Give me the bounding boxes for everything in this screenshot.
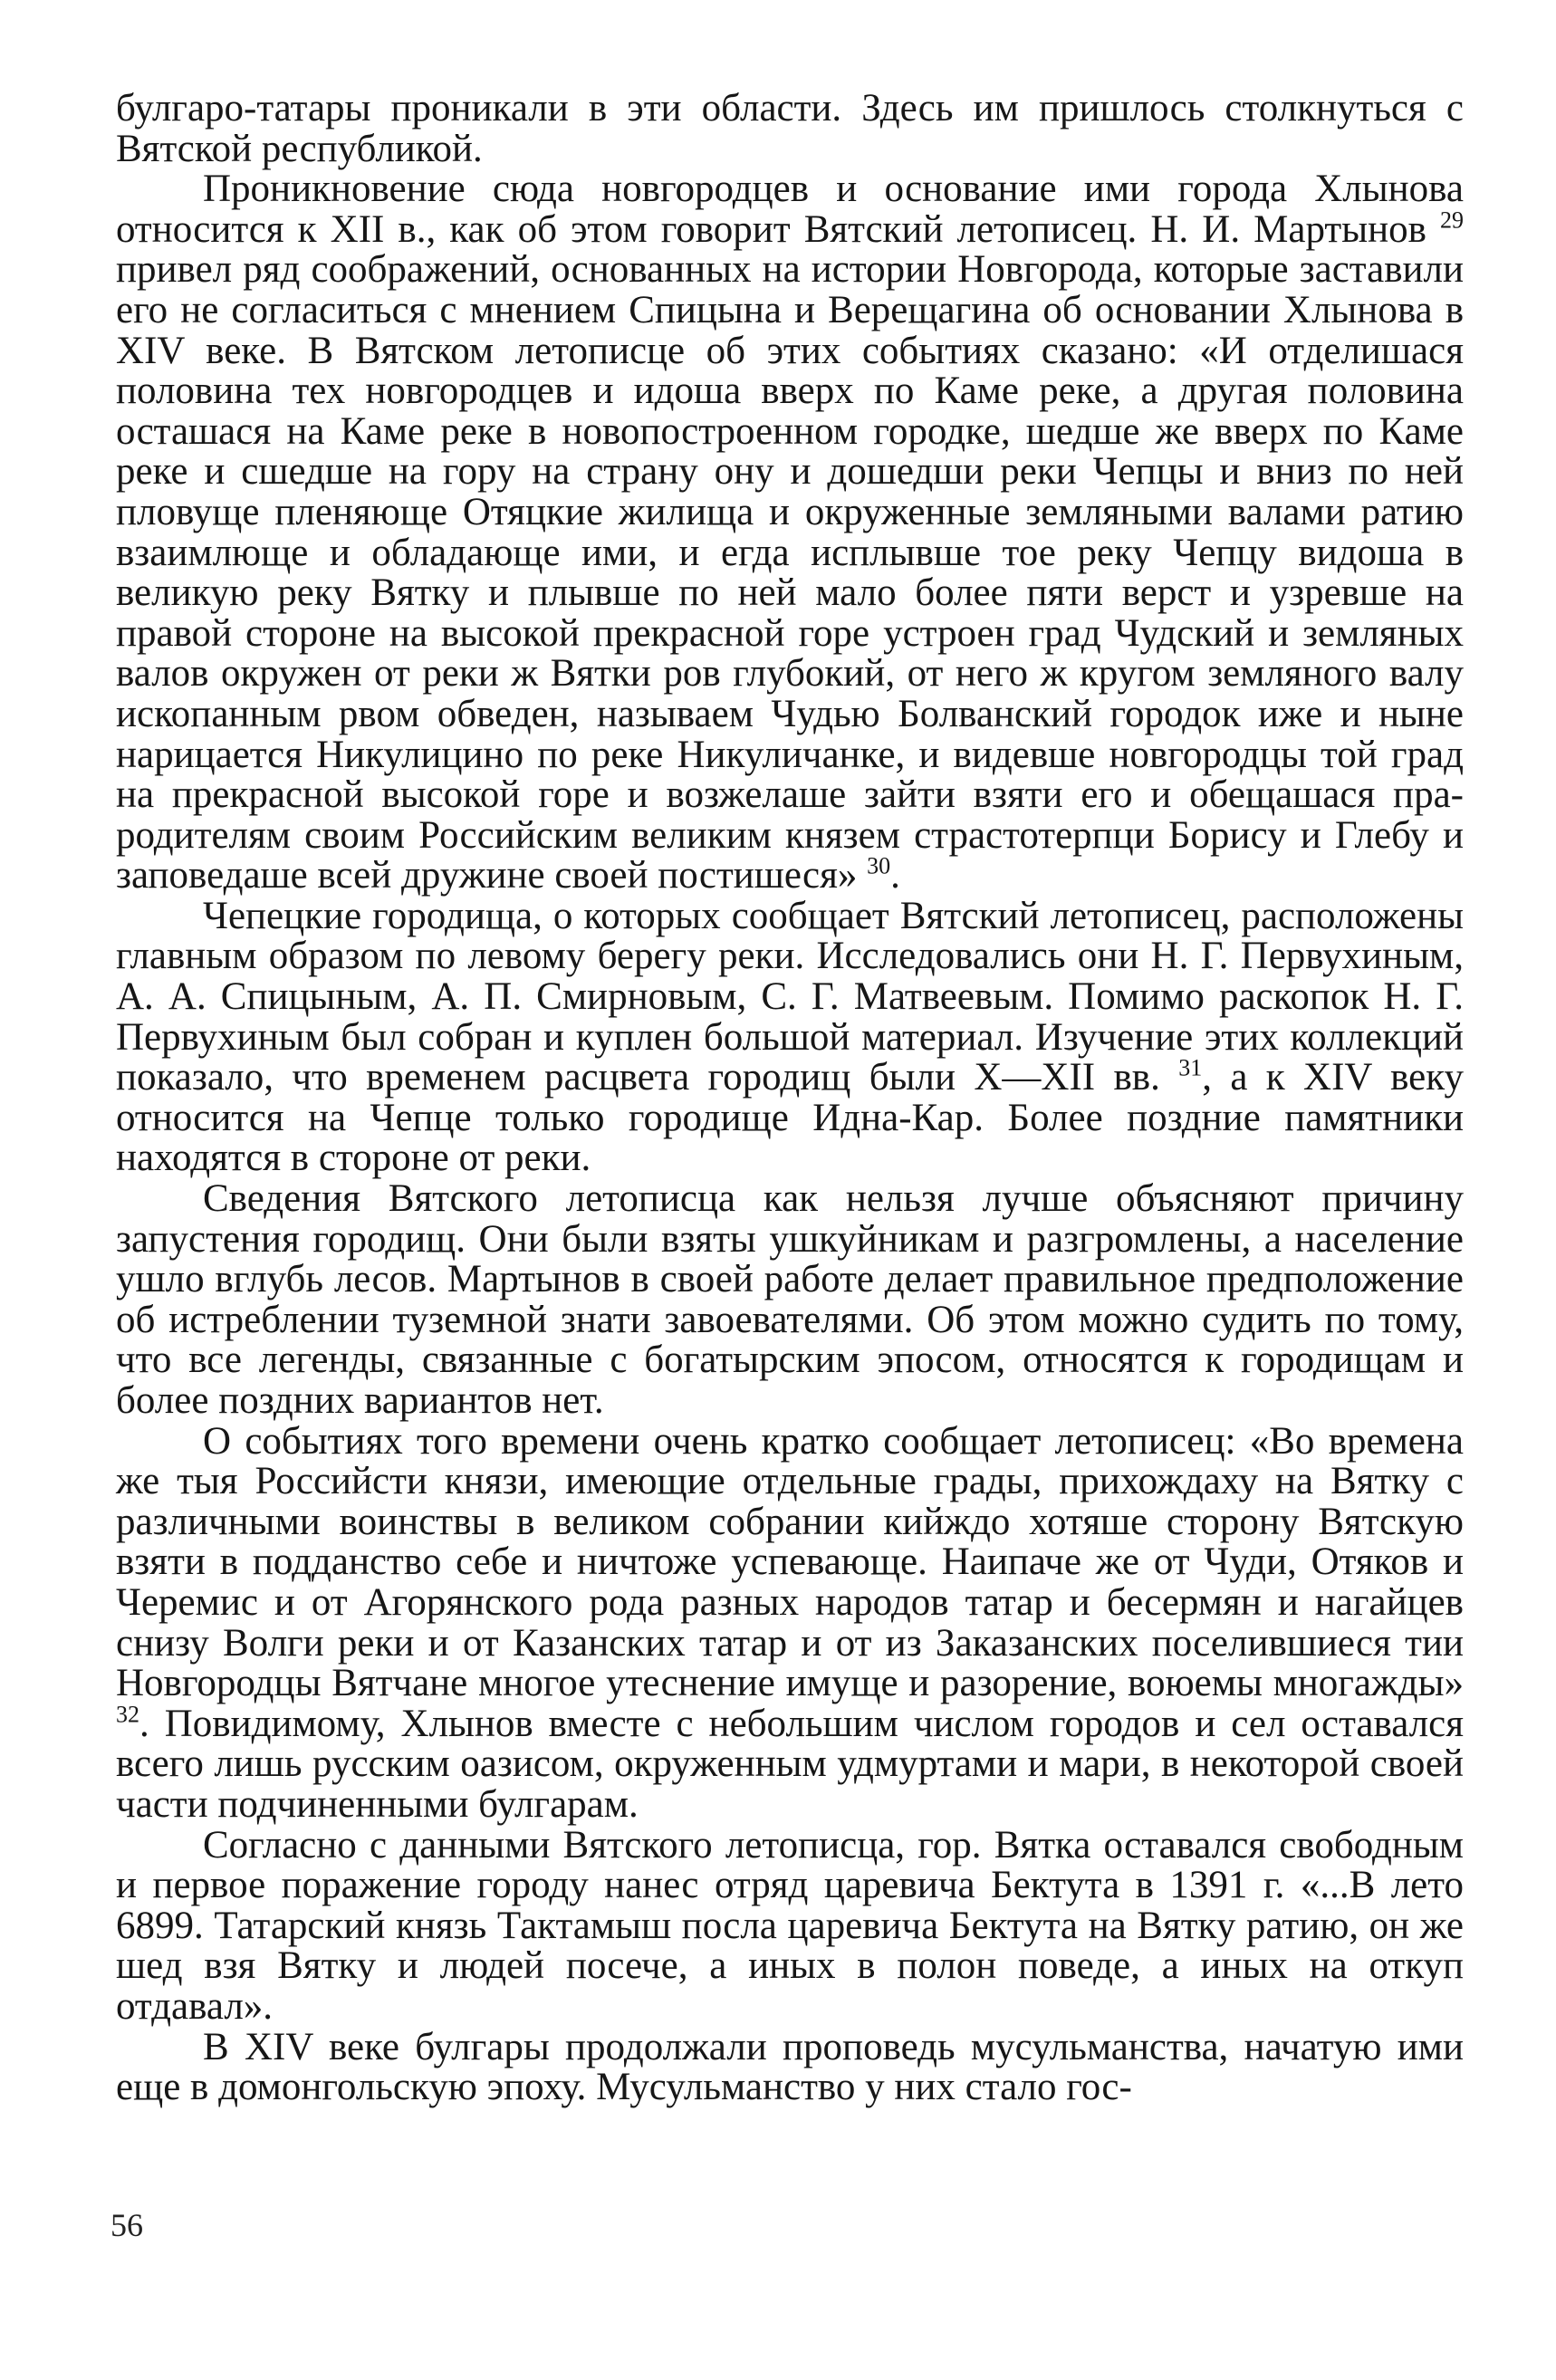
paragraph-text: Согласно с данными Вятского летописца, гор. Вятка оставался свободным и первое поражение городу нанес отряд царевича Бектута в 1391 г. «...В лето 6899. Татарский князь Тактамыш посла царевича Бектута на Вятку ратию, он же шед взя Вятку и людей посече, а иных в полон поведе, а иных на откуп отдавал». <box>116 1823 1464 2028</box>
paragraph <box>116 1419 1464 1826</box>
page-number: 56 <box>110 2207 143 2243</box>
paragraph <box>116 1823 1464 2028</box>
paragraph-text: привел ряд соображений, основанных на истории Новгорода, которые заставили его не согласиться с мнением Спицына и Верещагина об основании Хлынова в XIV веке. В Вятском летописце об этих событиях сказано: «И отделишася половина тех новгородцев и идоша вверх по Каме реке, а другая половина осташася на Каме реке в новопостроенном городке, шедше же вверх по Каме реке и сшедше на гору на страну ону и дошедши реки Чепцы и вниз по ней пловуще пленяюще Отяцкие жилища и окруженные земляными валами ратию взаимлюще и обладающе ими, и егда исплывше тое реку Чепцу видоша в великую реку Вятку и плывше по ней мало более пяти верст и узревше на правой стороне на высокой прекрасной горе устроен град Чудский и земляных валов окружен от реки ж Вятки ров глубокий, от него ж кругом земляного валу ископанным рвом обведен, называем Чудью Болванский городок иже и ныне нарицается Никулицино по реке Никуличанке, и видевше новгородцы той град на прекрасной высокой горе и возжелаше зайти взяти его и обещашася прародителям своим Российским великим князем страстотерпци Борису и Глебу и заповедаше всей дружине своей постишеся» <box>116 248 1464 897</box>
footnote-reference: 29 <box>1440 206 1464 234</box>
paragraph <box>116 1179 1464 1422</box>
footnote-reference: 31 <box>1178 1054 1203 1081</box>
footnote-reference: 30 <box>867 852 891 879</box>
paragraph-text: Проникновение сюда новгородцев и основание ими города Хлынова относится к XII в., как об этом говорит Вятский летописец. Н. И. Мартынов <box>116 168 1464 251</box>
paragraph-text: В XIV веке булгары продолжали проповедь мусульманства, начатую ими еще в домонгольскую эпоху. Мусульманство у них стало гос- <box>116 2025 1464 2109</box>
paragraph-text: . Повидимому, Хлынов вместе с небольшим числом городов и сел оставался всего лишь русским оазисом, окруженным удмуртами и мари, в некоторой своей части подчиненными булгарам. <box>116 1702 1464 1826</box>
footnote-reference: 32 <box>116 1701 139 1728</box>
paragraph-text: Сведения Вятского летописца как нельзя лучше объясняют причину запустения городищ. Они были взяты ушкуйникам и разгромлены, а население ушло вглубь лесов. Мартынов в своей работе делает правильное предположение об истреблении туземной знати завоевателями. Об этом можно судить по тому, что все легенды, связанные с богатырским эпосом, относятся к городищам и более поздних вариантов нет. <box>116 1177 1464 1422</box>
paragraph <box>116 894 1465 1180</box>
paragraph <box>116 2025 1464 2109</box>
paragraph-text: Чепецкие городища, о которых сообщает Вятский летописец, расположены главным образом по левому берегу реки. Исследовались они Н. Г. Первухиным, А. А. Спицыным, А. П. Смирновым, С. Г. Матвеевым. Помимо раскопок Н. Г. Первухиным был собран и куплен большой материал. Изучение этих коллекций показало, что временем расцвета городищ были X—XII вв. <box>116 894 1464 1099</box>
paragraph <box>116 89 1464 169</box>
paragraph-text: , а к XIV веку относится на Чепце только городище Идна-Кар. Более поздние памятники находятся в стороне от реки. <box>116 1056 1465 1180</box>
paragraph-text: булгаро-татары проникали в эти области. Здесь им пришлось столкнуться с Вятской республикой. <box>116 87 1464 170</box>
paragraph <box>116 169 1464 897</box>
paragraph-text: . <box>890 854 900 897</box>
paragraph-text: О событиях того времени очень кратко сообщает летописец: «Во времена же тыя Российсти князи, имеющие отдельные грады, прихождаху на Вятку с различными воинствы в великом собрании кийждо хотяше сторону Вятскую взяти в подданство себе и ничтоже успевающе. Наипаче же от Чуди, Отяков и Черемис и от Агорянского рода разных народов татар и бесермян и нагайцев снизу Волги реки и от Казанских татар и от из Заказанских поселившиеся тии Новгородцы Вятчане многое утеснение имуще и разорение, воюемы многажды» <box>116 1419 1464 1705</box>
main-text <box>116 89 1464 2108</box>
